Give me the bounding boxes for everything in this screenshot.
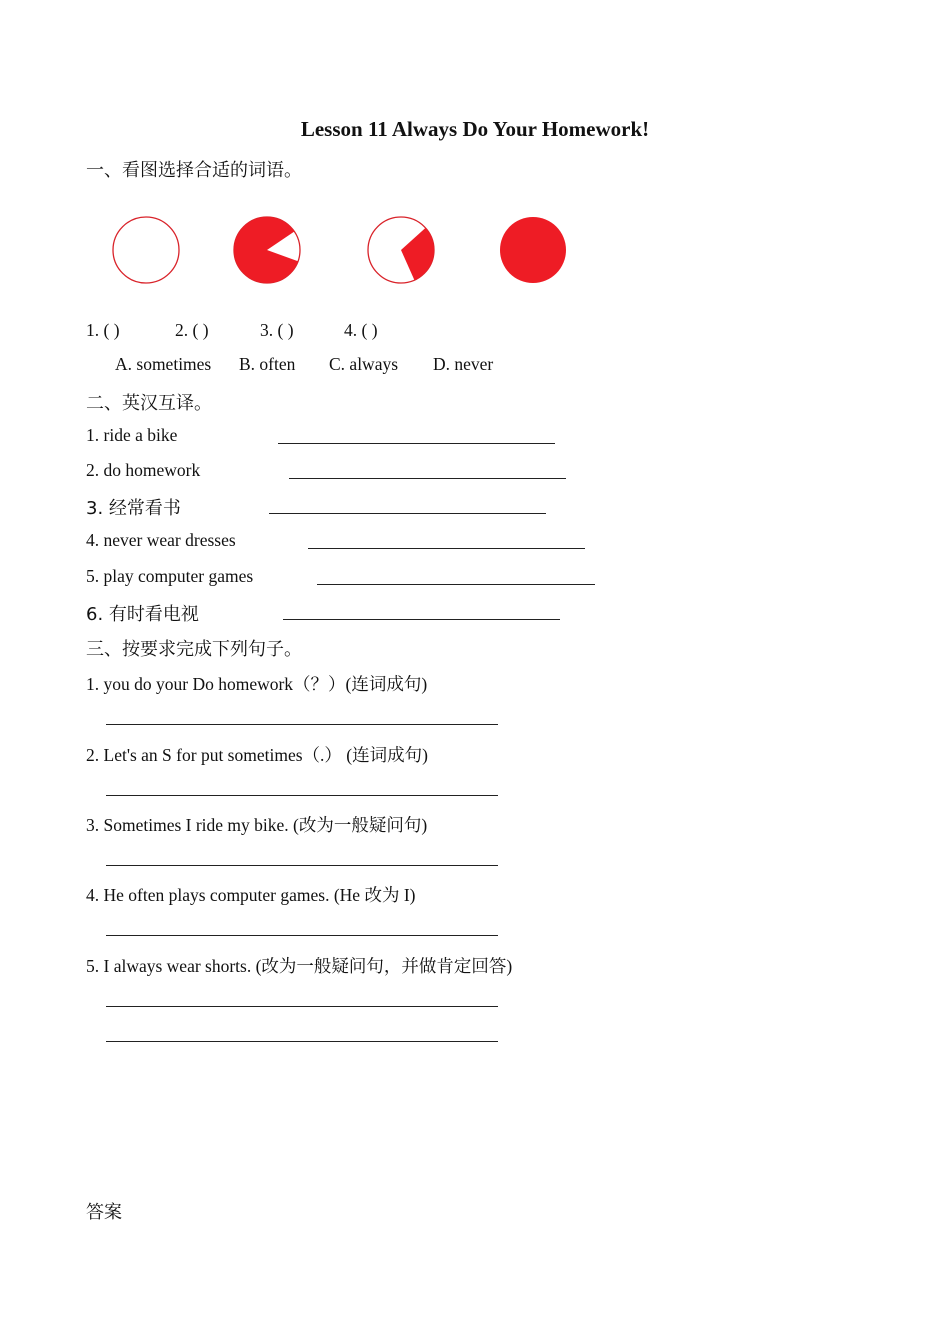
pie-empty	[113, 217, 179, 283]
answer-line	[106, 795, 498, 796]
option-b: B. often	[239, 354, 296, 374]
answer-line	[278, 443, 555, 444]
answer-line	[289, 478, 566, 479]
pie-full	[500, 217, 566, 283]
pie-fill	[500, 217, 566, 283]
section1-heading: 一、看图选择合适的词语。	[86, 160, 302, 181]
sentence-item-3: 3. Sometimes I ride my bike. (改为一般疑问句)	[86, 815, 428, 835]
option-d: D. never	[433, 354, 494, 374]
answer-line	[106, 1041, 498, 1042]
sentence-item-4: 4. He often plays computer games. (He 改为 I)	[86, 885, 416, 905]
sentence-item-2: 2. Let's an S for put sometimes（.） (连词成句)	[86, 745, 428, 765]
answer-line	[283, 619, 560, 620]
translate-item-3: 3. 经常看书	[86, 498, 181, 519]
answer-line	[106, 865, 498, 866]
pie-mostly-filled	[234, 217, 300, 283]
translate-item-4: 4. never wear dresses	[86, 530, 236, 550]
translate-item-6: 6. 有时看电视	[86, 604, 199, 625]
blank-2: 2. ( )	[175, 320, 209, 340]
blank-4: 4. ( )	[344, 320, 378, 340]
answer-line	[106, 1006, 498, 1007]
option-c: C. always	[329, 354, 399, 374]
option-a: A. sometimes	[115, 354, 212, 374]
translate-item-2: 2. do homework	[86, 460, 201, 480]
answer-line	[317, 584, 595, 585]
sentence-item-5: 5. I always wear shorts. (改为一般疑问句，并做肯定回答)	[86, 956, 513, 976]
answer-line	[106, 724, 498, 725]
pie-partly-filled	[368, 217, 434, 283]
translate-item-1: 1. ride a bike	[86, 425, 178, 445]
pie-charts	[110, 214, 580, 288]
section3-heading: 三、按要求完成下列句子。	[86, 639, 302, 660]
section2-heading: 二、英汉互译。	[86, 393, 212, 414]
translate-item-5: 5. play computer games	[86, 566, 254, 586]
answer-line	[308, 548, 585, 549]
answer-heading: 答案	[86, 1202, 122, 1223]
blank-3: 3. ( )	[260, 320, 294, 340]
page-title: Lesson 11 Always Do Your Homework!	[300, 117, 650, 141]
answer-line	[269, 513, 546, 514]
pie-outline	[113, 217, 179, 283]
answer-line	[106, 935, 498, 936]
sentence-item-1: 1. you do your Do homework（？）(连词成句)	[86, 674, 428, 694]
blank-1: 1. ( )	[86, 320, 120, 340]
